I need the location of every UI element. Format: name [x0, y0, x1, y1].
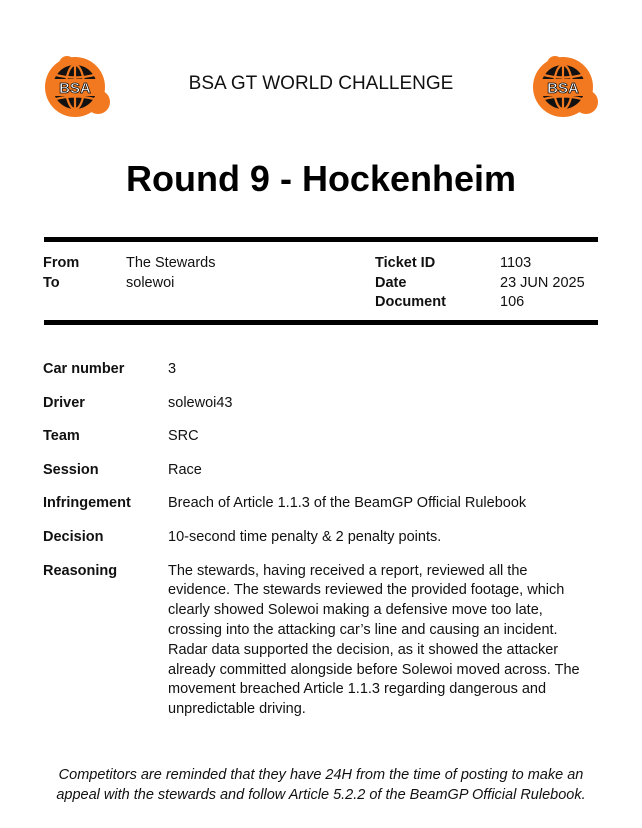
detail-value: solewoi43	[168, 394, 233, 411]
detail-value: The stewards, having received a report, reviewed all the evidence. The stewards reviewed the provided footage, which clearly showed Solewoi making a defensive move too late, crossing into the attacking car’s line and causing an incident. Radar data supported the decision, as it showed the attacker already committed alongside before Solewoi moved across. The movement breached Article 1.1.3 regarding dangerous and unpredictable driving.	[168, 562, 580, 718]
logo-text: BSA	[59, 80, 91, 97]
ticket-value: 1103	[500, 255, 532, 271]
date-value: 23 JUN 2025	[500, 274, 585, 291]
meta-labels-left	[43, 254, 79, 293]
meta-labels-right	[375, 254, 446, 313]
detail-key: Session	[43, 461, 99, 478]
meta-values-right	[500, 254, 585, 313]
detail-row-car-number	[43, 360, 603, 380]
detail-value: 10-second time penalty & 2 penalty points.	[168, 528, 442, 545]
appeal-notice: Competitors are reminded that they have 24H from the time of posting to make an appeal with the stewards and follow Article 5.2.2 of the BeamGP Official Rulebook.	[56, 767, 586, 803]
detail-row-driver	[43, 394, 603, 414]
detail-value: SRC	[168, 428, 199, 445]
to-label: To	[43, 274, 60, 291]
decision-details	[43, 360, 603, 734]
detail-value: Breach of Article 1.1.3 of the BeamGP Official Rulebook	[168, 495, 527, 512]
detail-value: Race	[168, 461, 202, 478]
ticket-label: Ticket ID	[375, 255, 436, 271]
detail-key: Decision	[43, 528, 104, 545]
detail-row-reasoning	[43, 562, 603, 720]
document-value: 106	[500, 294, 525, 310]
top-divider	[44, 237, 598, 242]
detail-key: Team	[43, 428, 80, 445]
document-label: Document	[375, 294, 446, 310]
logo-text: BSA	[547, 80, 579, 97]
detail-key: Reasoning	[43, 562, 118, 579]
series-title: BSA GT WORLD CHALLENGE	[188, 73, 454, 94]
meta-values-left	[126, 254, 215, 293]
detail-row-infringement	[43, 494, 603, 514]
bottom-divider	[44, 320, 598, 325]
from-value: The Stewards	[126, 255, 216, 271]
to-value: solewoi	[126, 274, 175, 291]
detail-row-session	[43, 461, 603, 481]
detail-key: Car number	[43, 361, 125, 377]
detail-row-team	[43, 427, 603, 447]
detail-row-decision	[43, 528, 603, 548]
detail-key: Infringement	[43, 495, 131, 512]
from-label: From	[43, 255, 80, 271]
date-label: Date	[375, 274, 407, 291]
round-title: Round 9 - Hockenheim	[125, 158, 517, 199]
detail-value: 3	[168, 361, 177, 377]
detail-key: Driver	[43, 394, 85, 411]
